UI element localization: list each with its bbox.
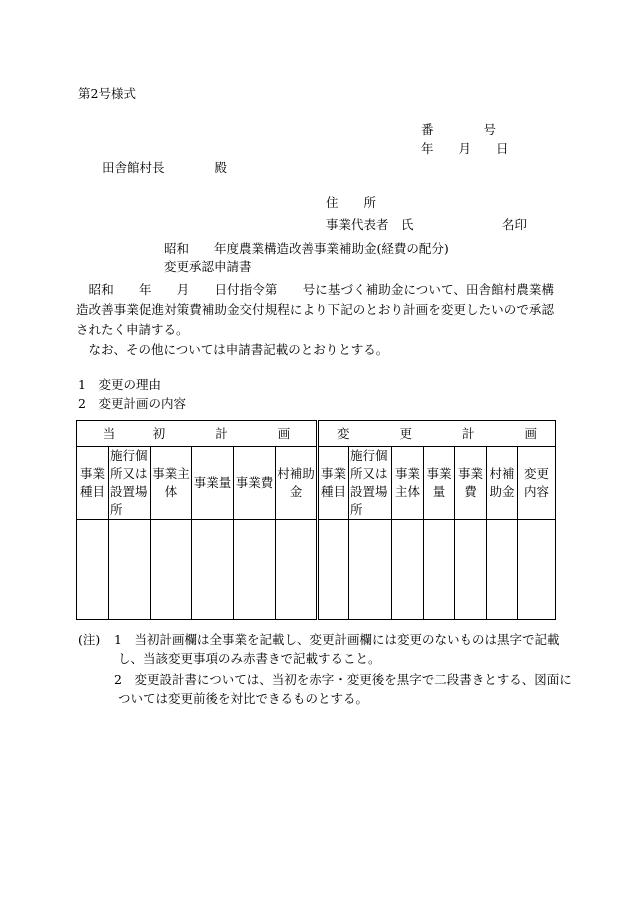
- group-header-original: 当 初 計 画: [77, 421, 318, 447]
- changed-column-header: 事業費: [455, 447, 487, 520]
- table-cell: [77, 520, 109, 620]
- note-1-line-1: 1 当初計画欄は全事業を記載し、変更計画欄には変更のないものは黒字で記載: [114, 632, 560, 647]
- table-cell: [487, 520, 518, 620]
- changed-column-header: 村補助金: [487, 447, 518, 520]
- body-paragraph-1: 昭和 年 月 日付指令第 号に基づく補助金について、田舎館村農業構造改善事業促進対策費補助金交付規程により下記のとおり計画を変更したいので承認されたく申請する。: [76, 282, 554, 337]
- title-line-2: 変更承認申請書: [164, 259, 252, 274]
- changed-column-header: 施行個所又は設置場所: [349, 447, 392, 520]
- original-column-header: 事業量: [192, 447, 234, 520]
- table-cell: [455, 520, 487, 620]
- changed-column-header: 事業量: [424, 447, 455, 520]
- plan-table: [76, 420, 556, 620]
- title-line-1: 昭和 年度農業構造改善事業補助金(経費の配分): [164, 241, 449, 256]
- changed-column-header: 事業主体: [392, 447, 424, 520]
- item-change-content: 2 変更計画の内容: [78, 396, 186, 411]
- note-2-line-1: 2 変更設計書については、当初を赤字・変更後を黒字で二段書きとする、図面に: [114, 672, 572, 687]
- original-column-header: 事業費: [234, 447, 276, 520]
- body-paragraph-2: なお、その他については申請書記載のとおりとする。: [76, 342, 389, 357]
- note-1-line-2: し、当該変更事項のみ赤書きで記載すること。: [118, 651, 381, 666]
- table-cell: [349, 520, 392, 620]
- table-cell: [192, 520, 234, 620]
- number-label: 番 号: [421, 122, 497, 137]
- table-cell: [109, 520, 151, 620]
- changed-column-header: 変更内容: [518, 447, 556, 520]
- changed-column-header: 事業種目: [318, 447, 349, 520]
- item-change-reason: 1 変更の理由: [78, 377, 161, 392]
- addressee: 田舎館村長 殿: [102, 160, 228, 175]
- representative-label: 事業代表者 氏: [326, 217, 414, 232]
- table-cell: [424, 520, 455, 620]
- table-cell: [392, 520, 424, 620]
- original-column-header: 施行個所又は設置場所: [109, 447, 151, 520]
- form-number: 第2号様式: [78, 86, 136, 101]
- note-2-line-2: ついては変更前後を対比できるものとする。: [118, 691, 369, 706]
- original-column-header: 事業主体: [151, 447, 192, 520]
- address-label: 住 所: [326, 195, 377, 210]
- seal-label: 名印: [502, 217, 528, 232]
- table-cell: [234, 520, 276, 620]
- table-cell: [318, 520, 349, 620]
- table-cell: [276, 520, 318, 620]
- table-cell: [518, 520, 556, 620]
- original-column-header: 村補助金: [276, 447, 318, 520]
- original-column-header: 事業種目: [77, 447, 109, 520]
- notes-label: (注): [78, 632, 101, 647]
- date-label: 年 月 日: [421, 141, 509, 156]
- table-cell: [151, 520, 192, 620]
- group-header-changed: 変 更 計 画: [318, 421, 556, 447]
